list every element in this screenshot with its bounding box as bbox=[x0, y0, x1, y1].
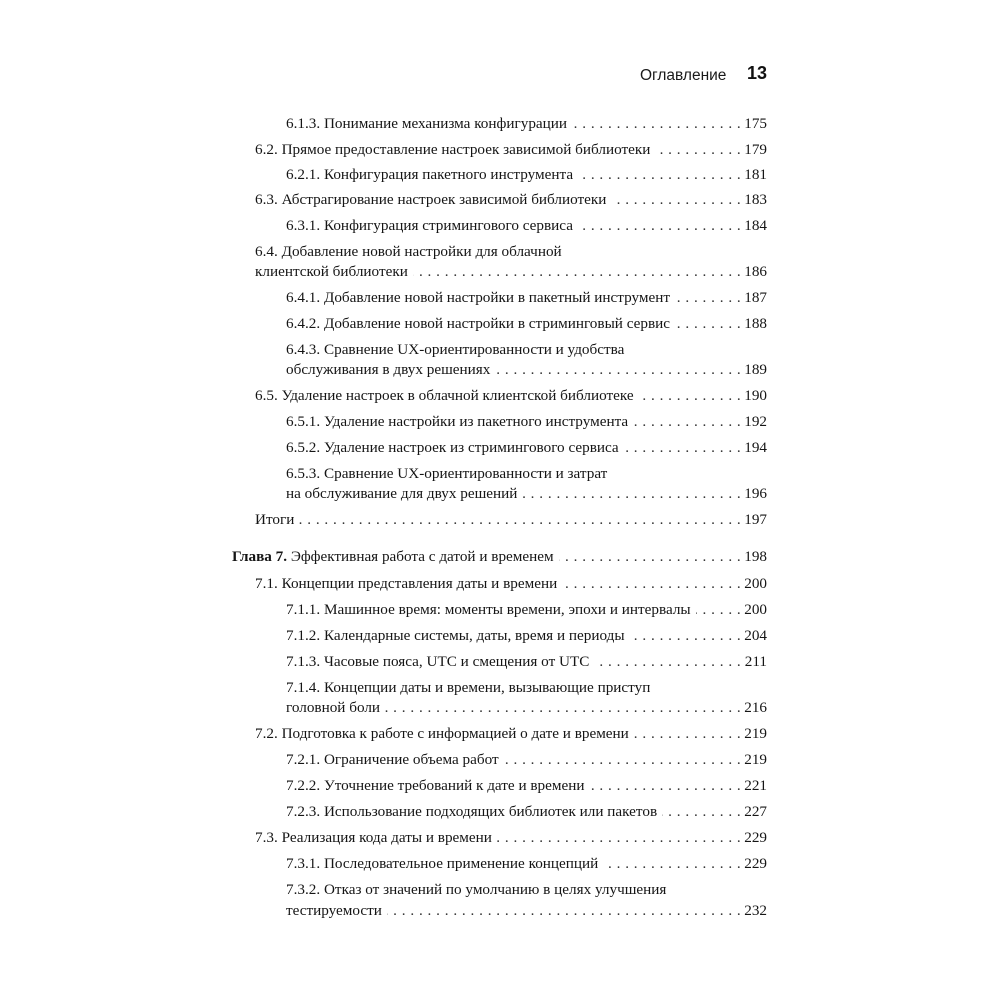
toc-entry-page: 216 bbox=[741, 698, 767, 718]
toc-entry-page: 189 bbox=[741, 360, 767, 380]
toc-entry bbox=[286, 600, 767, 620]
toc-entry-page: 227 bbox=[741, 802, 767, 822]
toc-entry-first-line: 6.4. Добавление новой настройки для облачной bbox=[255, 243, 562, 260]
toc-entry-first-line: 7.3.2. Отказ от значений по умолчанию в целях улучшения bbox=[286, 881, 667, 898]
toc-entry-title bbox=[232, 547, 559, 567]
toc-entry bbox=[286, 412, 767, 432]
toc-entry bbox=[286, 698, 767, 718]
chapter-label: Глава 7. bbox=[232, 548, 288, 565]
toc-entry-page: 196 bbox=[741, 484, 767, 504]
toc-entry-title: 6.3.1. Конфигурация стримингового сервиса bbox=[286, 216, 578, 236]
running-head-title: Оглавление bbox=[640, 67, 727, 84]
toc-entry-page: 200 bbox=[741, 600, 767, 620]
toc-entry bbox=[255, 262, 767, 282]
toc-entry bbox=[286, 802, 767, 822]
toc-entry-page: 187 bbox=[741, 288, 767, 308]
toc-entry-title: 7.2. Подготовка к работе с информацией о дате и времени bbox=[255, 724, 634, 744]
toc-entry-title: 6.1.3. Понимание механизма конфигурации bbox=[286, 114, 572, 134]
toc-entry-page: 192 bbox=[741, 412, 767, 432]
toc-entry-page: 198 bbox=[741, 547, 767, 567]
toc-entry-page: 232 bbox=[741, 901, 767, 921]
toc-entry-page: 179 bbox=[741, 140, 767, 160]
toc-entry bbox=[255, 510, 767, 530]
toc-entry-title: 6.4.2. Добавление новой настройки в стриминговый сервис bbox=[286, 314, 675, 334]
toc-entry-title: 6.5.2. Удаление настроек из стримингового сервиса bbox=[286, 438, 624, 458]
toc-entry bbox=[286, 165, 767, 185]
toc-entry bbox=[255, 724, 767, 744]
toc-entry bbox=[286, 652, 767, 672]
toc-entry bbox=[286, 438, 767, 458]
toc-entry bbox=[255, 386, 767, 406]
toc-entry-first-line: 6.5.3. Сравнение UX-ориентированности и затрат bbox=[286, 465, 608, 482]
toc-entry bbox=[286, 314, 767, 334]
toc-entry-page: 219 bbox=[741, 750, 767, 770]
toc-entry bbox=[255, 828, 767, 848]
toc-entry-page: 229 bbox=[741, 828, 767, 848]
toc-entry-title: 7.2.2. Уточнение требований к дате и времени bbox=[286, 776, 590, 796]
toc-entry bbox=[286, 776, 767, 796]
toc-entry bbox=[286, 854, 767, 874]
toc-entry-title: 7.1.3. Часовые пояса, UTC и смещения от UTC bbox=[286, 652, 594, 672]
toc-entry-title: 6.2.1. Конфигурация пакетного инструмента bbox=[286, 165, 578, 185]
toc-entry bbox=[286, 360, 767, 380]
chapter-title: Эффективная работа с датой и временем bbox=[290, 548, 554, 565]
toc-entry-title: 6.5.1. Удаление настройки из пакетного инструмента bbox=[286, 412, 633, 432]
toc-entry-page: 219 bbox=[741, 724, 767, 744]
toc-entry bbox=[286, 288, 767, 308]
toc-entry-title: 6.3. Абстрагирование настроек зависимой библиотеки bbox=[255, 190, 611, 210]
toc-entry bbox=[286, 901, 767, 921]
toc-entry-page: 181 bbox=[741, 165, 767, 185]
toc-entry-page: 211 bbox=[742, 652, 767, 672]
toc-entry-title: клиентской библиотеки bbox=[255, 262, 413, 282]
toc-entry-page: 197 bbox=[741, 510, 767, 530]
toc-entry bbox=[286, 114, 767, 134]
toc-entry-title: 7.1. Концепции представления даты и времени bbox=[255, 574, 562, 594]
toc-entry-title: 6.2. Прямое предоставление настроек зависимой библиотеки bbox=[255, 140, 655, 160]
toc-entry-title: тестируемости bbox=[286, 901, 387, 921]
toc-entry bbox=[286, 216, 767, 236]
toc-entry-page: 175 bbox=[741, 114, 767, 134]
toc-entry bbox=[286, 626, 767, 646]
toc-entry-title: 7.1.2. Календарные системы, даты, время и периоды bbox=[286, 626, 630, 646]
toc-entry-page: 183 bbox=[741, 190, 767, 210]
toc-entry-title: головной боли bbox=[286, 698, 385, 718]
toc-entry bbox=[286, 484, 767, 504]
toc-entry-page: 229 bbox=[741, 854, 767, 874]
toc-entry-page: 190 bbox=[741, 386, 767, 406]
toc-entry-title: на обслуживание для двух решений bbox=[286, 484, 522, 504]
toc-entry-first-line: 6.4.3. Сравнение UX-ориентированности и удобства bbox=[286, 341, 625, 358]
toc-entry bbox=[255, 574, 767, 594]
toc-entry-page: 186 bbox=[741, 262, 767, 282]
toc-entry-title: 7.3. Реализация кода даты и времени bbox=[255, 828, 497, 848]
toc-entry-page: 184 bbox=[741, 216, 767, 236]
toc-entry-title: обслуживания в двух решениях bbox=[286, 360, 495, 380]
toc-entry-page: 188 bbox=[741, 314, 767, 334]
toc-entry-title: 7.1.1. Машинное время: моменты времени, эпохи и интервалы bbox=[286, 600, 696, 620]
toc-entry-page: 200 bbox=[741, 574, 767, 594]
toc-entry-page: 221 bbox=[741, 776, 767, 796]
toc-chapter-entry bbox=[232, 547, 767, 567]
toc-entry-title: 6.4.1. Добавление новой настройки в пакетный инструмент bbox=[286, 288, 675, 308]
toc-entry-page: 204 bbox=[741, 626, 767, 646]
toc-entry-page: 194 bbox=[741, 438, 767, 458]
toc-entry bbox=[255, 140, 767, 160]
toc-entry-first-line: 7.1.4. Концепции даты и времени, вызывающие приступ bbox=[286, 679, 651, 696]
toc-entry bbox=[286, 750, 767, 770]
page-number: 13 bbox=[746, 63, 767, 83]
toc-entry-title: 7.2.3. Использование подходящих библиотек или пакетов bbox=[286, 802, 662, 822]
toc-entry-title: Итоги bbox=[255, 510, 299, 530]
toc-entry bbox=[255, 190, 767, 210]
toc-entry-title: 7.3.1. Последовательное применение концепций bbox=[286, 854, 603, 874]
toc-entry-title: 7.2.1. Ограничение объема работ bbox=[286, 750, 504, 770]
toc-entry-title: 6.5. Удаление настроек в облачной клиентской библиотеке bbox=[255, 386, 639, 406]
